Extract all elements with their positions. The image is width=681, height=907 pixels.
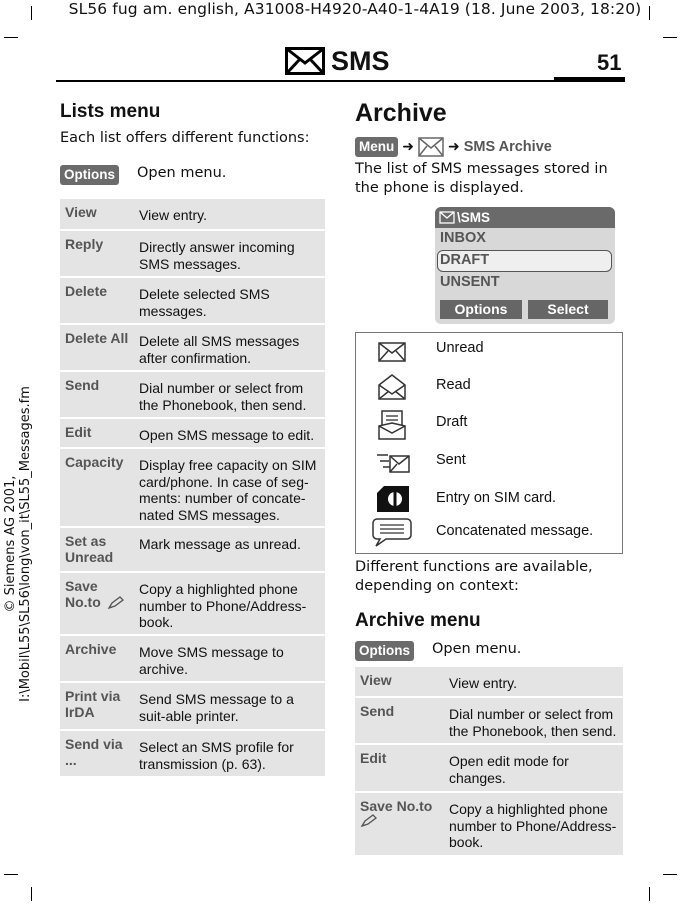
table-row <box>355 698 623 745</box>
phone-screen <box>435 207 615 324</box>
function-description: Select an SMS profile for transmission (p. 63). <box>139 739 294 772</box>
options-row <box>60 164 119 185</box>
function-description: View entry. <box>449 675 517 691</box>
function-description: Open edit mode for changes. <box>449 753 569 786</box>
sim-card-icon <box>376 485 410 513</box>
function-description: View entry. <box>139 207 207 223</box>
crop-mark <box>4 37 18 38</box>
options-description: Open menu. <box>432 641 522 657</box>
envelope-closed-icon <box>378 342 406 362</box>
running-head: SL56 fug am. english, A31008-H4920-A40-1-4A19 (18. June 2003, 18:20) <box>68 0 642 18</box>
menu-path <box>355 137 552 157</box>
section-title: SMS <box>331 45 390 76</box>
header-rule <box>56 80 625 82</box>
phone-screen-title <box>435 207 615 228</box>
draft-icon <box>378 410 406 440</box>
function-description: Dial number or select from the Phonebook, then send. <box>139 380 307 413</box>
function-name: Reply <box>65 236 104 252</box>
icon-label: Sent <box>436 452 466 468</box>
table-row <box>355 745 623 793</box>
folder-item[interactable]: UNSENT <box>440 274 500 290</box>
archive-menu-heading: Archive menu <box>355 610 481 631</box>
function-name: Delete <box>65 283 108 299</box>
function-name: Send <box>65 377 100 393</box>
select-softkey[interactable]: Select <box>528 300 608 319</box>
lists-menu-intro: Each list offers different functions: <box>60 130 310 146</box>
function-name: Send <box>360 703 395 719</box>
table-row <box>355 793 623 857</box>
function-name: Send via ... <box>65 736 123 768</box>
envelope-open-icon <box>378 373 406 401</box>
options-softkey[interactable]: Options <box>355 641 414 661</box>
crop-mark <box>663 874 677 875</box>
table-row <box>60 683 325 731</box>
icon-label: Read <box>436 377 471 393</box>
function-description: Delete selected SMS messages. <box>139 286 270 319</box>
function-description: Delete all SMS messages after confirmation. <box>139 333 300 366</box>
crop-mark <box>4 874 18 875</box>
folder-item-selected[interactable]: DRAFT <box>440 252 490 268</box>
folder-item[interactable]: INBOX <box>440 230 486 246</box>
function-description: Directly answer incoming SMS messages. <box>139 239 295 272</box>
table-row <box>60 449 325 528</box>
archive-heading: Archive <box>355 99 447 127</box>
crop-mark <box>663 37 677 38</box>
function-description: Dial number or select from the Phonebook, then send. <box>449 706 617 739</box>
function-name: Delete All <box>65 330 129 346</box>
page-title <box>285 44 390 78</box>
menu-path-target: SMS Archive <box>463 139 552 155</box>
function-name: Edit <box>65 424 92 440</box>
arrow-right-icon: ➜ <box>402 139 414 155</box>
function-name: Capacity <box>65 454 124 470</box>
list-item <box>356 408 622 442</box>
list-item <box>356 371 622 405</box>
save-no-label: Save No.to <box>360 798 433 814</box>
table-row <box>60 528 325 573</box>
function-description: Send SMS message to a suit-able printer. <box>139 691 294 724</box>
list-item <box>356 483 622 517</box>
crop-mark <box>31 887 32 901</box>
envelope-icon <box>418 137 444 157</box>
table-row <box>60 278 325 325</box>
table-row <box>60 325 325 372</box>
options-softkey[interactable]: Options <box>440 300 522 319</box>
crop-mark <box>31 6 32 20</box>
table-row <box>60 419 325 449</box>
function-description: Copy a highlighted phone number to Phone/Address-book. <box>449 801 617 850</box>
message-status-icons <box>355 332 623 554</box>
function-name: View <box>65 204 97 220</box>
archive-menu-table <box>355 667 623 857</box>
sent-icon <box>376 452 410 474</box>
list-item <box>356 337 622 367</box>
icon-label: Concatenated message. <box>436 523 594 539</box>
function-description: Display free capacity on SIM card/phone. In case of seg-ments: number of concate-nated SMS messages. <box>139 457 317 523</box>
icon-label: Unread <box>436 340 484 356</box>
function-description: Mark message as unread. <box>139 536 301 552</box>
table-row <box>60 636 325 683</box>
options-description: Open menu. <box>137 165 227 181</box>
page-number: 51 <box>597 50 622 75</box>
concatenated-message-icon <box>372 517 412 547</box>
function-name <box>355 793 445 855</box>
list-item <box>356 447 622 481</box>
function-name: Print via IrDA <box>65 688 121 720</box>
table-row <box>60 573 325 636</box>
pencil-icon <box>360 814 378 828</box>
table-row <box>60 372 325 419</box>
function-name: Archive <box>65 641 117 657</box>
lists-menu-table <box>60 199 325 778</box>
function-name: View <box>360 672 392 688</box>
phone-title-text: \SMS <box>457 210 491 225</box>
icon-label: Draft <box>436 414 468 430</box>
archive-description: The list of SMS messages stored in the phone is displayed. <box>355 161 608 196</box>
icon-label: Entry on SIM card. <box>436 490 557 506</box>
function-name: Edit <box>360 750 387 766</box>
archive-more-text: Different functions are available, depending on context: <box>355 559 593 594</box>
table-row <box>355 667 623 698</box>
arrow-right-icon: ➜ <box>447 139 460 155</box>
menu-softkey[interactable]: Menu <box>355 137 398 157</box>
page-number-rule <box>554 77 625 81</box>
options-row <box>355 640 414 661</box>
function-name <box>60 573 135 634</box>
envelope-icon <box>439 211 455 224</box>
crop-mark <box>649 887 650 901</box>
list-item <box>356 517 622 551</box>
envelope-icon <box>285 47 325 75</box>
table-row <box>60 231 325 278</box>
function-name: Set as Unread <box>65 533 114 565</box>
pencil-icon <box>107 596 125 610</box>
options-softkey[interactable]: Options <box>60 165 119 185</box>
function-description: Move SMS message to archive. <box>139 644 284 677</box>
function-description: Copy a highlighted phone number to Phone/Address-book. <box>139 581 307 630</box>
table-row <box>60 199 325 231</box>
save-no-label: Save No.to <box>65 578 101 610</box>
table-row <box>60 731 325 778</box>
copyright-note: © Siemens AG 2001, I:\Mobil\L55\SL56\long\von_it\SL55_Messages.fm <box>3 386 33 702</box>
lists-menu-heading: Lists menu <box>60 101 161 122</box>
function-description: Open SMS message to edit. <box>139 427 315 443</box>
